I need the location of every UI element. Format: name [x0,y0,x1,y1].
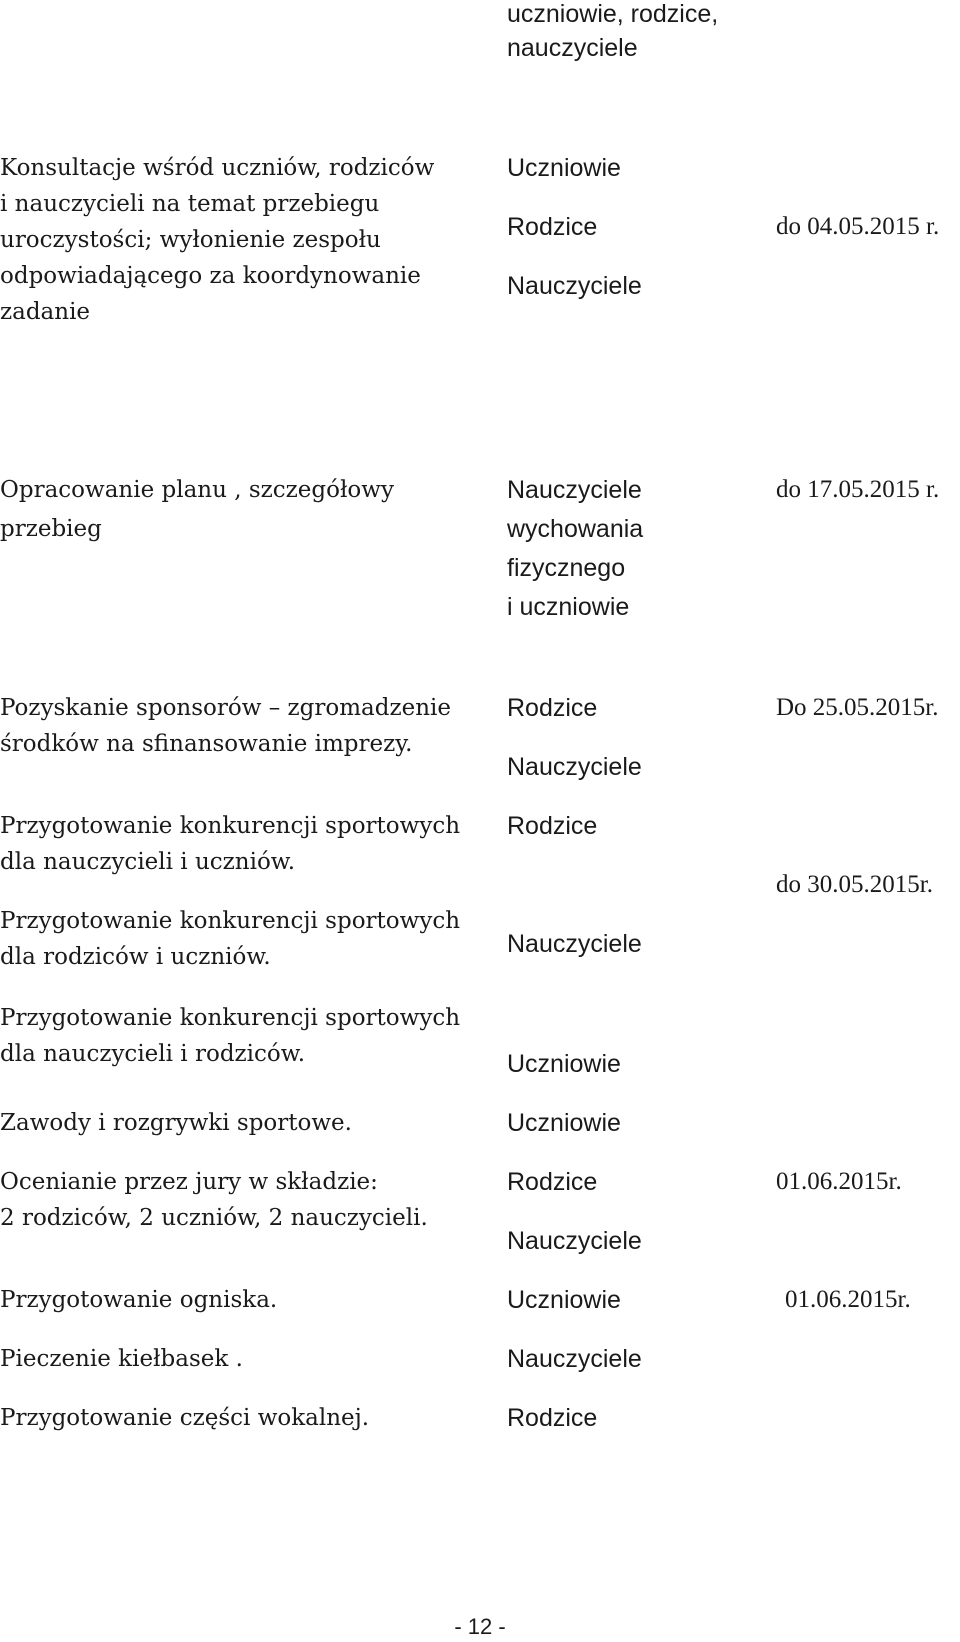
task-line: środków na sfinansowanie imprezy. [0,731,413,757]
task-line: Przygotowanie konkurencji sportowych [0,908,461,934]
participants-line: Uczniowie [507,1286,621,1314]
participants-line: Rodzice [507,213,598,241]
participants-line: wychowania [507,515,644,543]
task-line: zadanie [0,299,91,325]
task-line: i nauczycieli na temat przebiegu [0,191,380,217]
deadline: do 30.05.2015r. [776,871,933,898]
participants-line: Uczniowie [507,1109,621,1137]
task-line: przebieg [0,516,102,542]
participants-line: Rodzice [507,694,598,722]
task-line: dla nauczycieli i uczniów. [0,849,296,875]
participants-line: Uczniowie [507,154,621,182]
deadline: 01.06.2015r. [785,1286,911,1313]
deadline: 01.06.2015r. [776,1168,902,1195]
task-line: Ocenianie przez jury w składzie: [0,1169,378,1195]
participants-line: Rodzice [507,1404,598,1432]
participants-line: fizycznego [507,554,626,582]
participants-line: Rodzice [507,812,598,840]
task-line: Pozyskanie sponsorów – zgromadzenie [0,695,451,721]
deadline: do 04.05.2015 r. [776,213,940,240]
deadline: Do 25.05.2015r. [776,694,939,721]
task-line: Przygotowanie konkurencji sportowych [0,813,461,839]
participants-line: Nauczyciele [507,476,642,504]
task-line: odpowiadającego za koordynowanie [0,263,421,289]
participants-line: Rodzice [507,1168,598,1196]
participants-line: Nauczyciele [507,272,642,300]
task-line: 2 rodziców, 2 uczniów, 2 nauczycieli. [0,1205,428,1231]
task-line: Konsultacje wśród uczniów, rodziców [0,155,435,181]
task-line: uroczystości; wyłonienie zespołu [0,227,381,253]
task-line: Pieczenie kiełbasek . [0,1346,243,1372]
task-line: Przygotowanie części wokalnej. [0,1405,370,1431]
participants-line: uczniowie, rodzice, [507,0,719,28]
participants-line: nauczyciele [507,34,638,62]
task-line: Zawody i rozgrywki sportowe. [0,1110,352,1136]
deadline: do 17.05.2015 r. [776,476,940,503]
participants-line: Nauczyciele [507,1345,642,1373]
task-line: Opracowanie planu , szczegółowy [0,477,394,503]
participants-line: Uczniowie [507,1050,621,1078]
task-line: dla rodziców i uczniów. [0,944,271,970]
task-line: dla nauczycieli i rodziców. [0,1041,306,1067]
page-number: - 12 - [454,1614,506,1639]
participants-line: Nauczyciele [507,1227,642,1255]
participants-line: i uczniowie [507,593,630,621]
participants-line: Nauczyciele [507,930,642,958]
task-line: Przygotowanie konkurencji sportowych [0,1005,461,1031]
task-line: Przygotowanie ogniska. [0,1287,278,1313]
participants-line: Nauczyciele [507,753,642,781]
